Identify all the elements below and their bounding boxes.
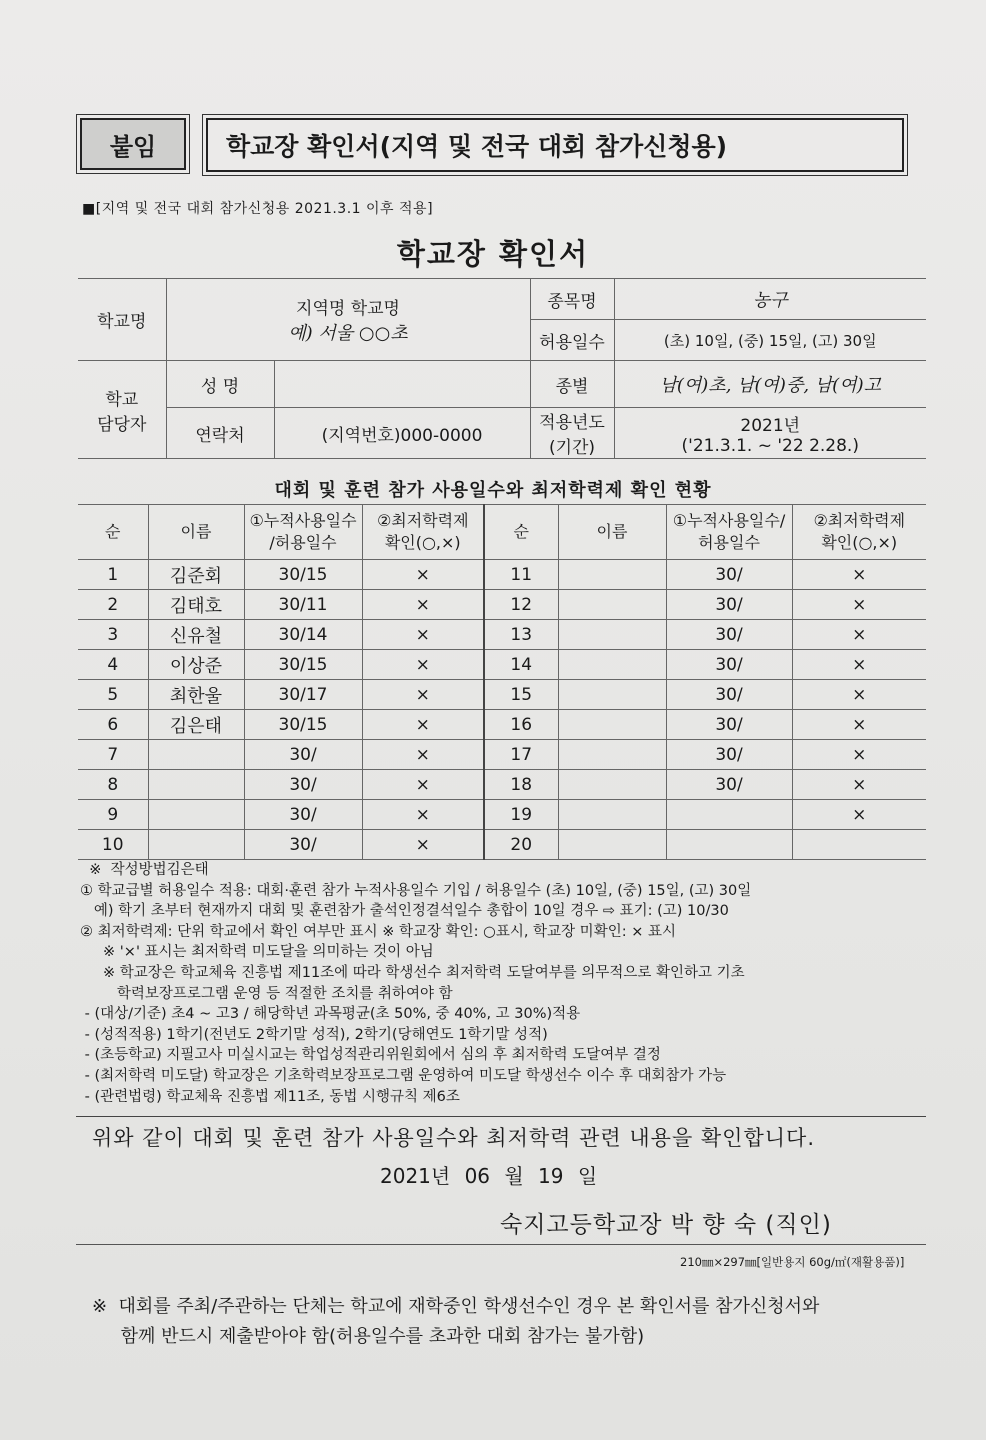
row-no: 7 [78,740,148,770]
row-check-right: × [792,620,926,650]
row-check-right: × [792,800,926,830]
row-name: 신유철 [148,620,244,650]
row-days-right: 30/ [666,620,792,650]
header-check-right [792,505,926,560]
roster-body [78,560,926,860]
row-days-right: 30/ [666,650,792,680]
paper-spec: 210㎜×297㎜[일반용지 60g/㎡(재활용품)] [680,1255,905,1269]
row-no-right: 16 [484,710,558,740]
header-check-line1: ②최저학력제 [376,511,469,531]
note-line: ② 최저학력제: 단위 학교에서 확인 여부만 표시 ※ 학교장 확인: ○표시, 학교장 미확인: × 표시 [80,923,676,940]
row-no: 5 [78,680,148,710]
table-row [78,650,926,680]
school-value-line1: 지역명 학교명 [296,299,400,319]
row-no: 1 [78,560,148,590]
note-line: ※ 작성방법김은태 [80,862,209,878]
header-name-right: 이름 [558,505,666,560]
header-days-right-line2: 허용일수 [698,533,760,552]
divider [76,1116,926,1117]
row-days: 30/ [244,770,362,800]
manager-name-value [274,361,530,408]
row-name: 최한울 [148,680,244,710]
table-row [78,800,926,830]
row-name: 김은태 [148,710,244,740]
note-line: ※ 학교장은 학교체육 진흥법 제11조에 따라 학생선수 최저학력 도달여부를 의무적으로 확인하고 기초 [80,964,745,981]
row-check: × [362,620,484,650]
note-line: - (관련법령) 학교체육 진흥법 제11조, 동법 시행규칙 제6조 [80,1088,460,1105]
row-no: 2 [78,590,148,620]
contact-value: (지역번호)000-0000 [274,408,530,459]
manager-label-line2: 담당자 [97,414,147,435]
row-check: × [362,710,484,740]
submission-note [92,1292,932,1352]
row-name [148,830,244,860]
event-value: 농구 [614,279,926,320]
bottom-divider [76,1244,926,1245]
year-value-line1: 2021년 [740,415,801,436]
row-days-right [666,800,792,830]
row-check-right: × [792,680,926,710]
header-title: 학교장 확인서(지역 및 전국 대회 참가신청용) [206,118,904,172]
header-check-line2: 확인(○,×) [384,533,461,552]
row-no: 9 [78,800,148,830]
row-days: 30/ [244,830,362,860]
writing-instructions [80,860,940,1107]
row-name: 이상준 [148,650,244,680]
header-days-right [666,505,792,560]
row-no-right: 14 [484,650,558,680]
applicability-note: ■[지역 및 전국 대회 참가신청용 2021.3.1 이후 적용] [82,201,434,217]
row-no: 6 [78,710,148,740]
row-no-right: 12 [484,590,558,620]
row-no: 4 [78,650,148,680]
row-check-right: × [792,650,926,680]
row-days-right: 30/ [666,770,792,800]
row-name-right [558,590,666,620]
row-name-right [558,560,666,590]
year-label [530,408,614,459]
header-name: 이름 [148,505,244,560]
header-check [362,505,484,560]
row-days: 30/ [244,740,362,770]
manager-label-line1: 학교 [105,389,139,410]
header-days-line2: /허용일수 [269,533,337,552]
row-days: 30/11 [244,590,362,620]
row-name: 김준회 [148,560,244,590]
signature-date: 2021년 06 월 19 일 [380,1164,598,1188]
row-name [148,740,244,770]
table-row [78,560,926,590]
document-title: 학교장 확인서 [396,237,590,271]
table-row [78,830,926,860]
contact-label: 연락처 [166,408,274,459]
note-line: ① 학교급별 허용일수 적용: 대회·훈련 참가 누적사용일수 기입 / 허용일수 (초) 10일, (중) 15일, (고) 30일 [80,882,752,899]
row-check: × [362,740,484,770]
row-check-right [792,830,926,860]
row-days-right: 30/ [666,680,792,710]
row-no: 3 [78,620,148,650]
confirmation-statement: 위와 같이 대회 및 훈련 참가 사용일수와 최저학력 관련 내용을 확인합니다. [92,1126,816,1150]
row-no-right: 19 [484,800,558,830]
row-check: × [362,560,484,590]
header-days-line1: ①누적사용일수 [249,511,357,531]
row-name [148,800,244,830]
submission-note-line1: ※ 대회를 주최/주관하는 단체는 학교에 재학중인 학생선수인 경우 본 확인서를 참가신청서와 [92,1296,820,1317]
year-label-line1: 적용년도 [539,413,605,433]
school-label: 학교명 [78,279,166,361]
header-check-right-line2: 확인(○,×) [821,533,898,552]
header-check-right-line1: ②최저학력제 [813,511,906,531]
row-days: 30/15 [244,650,362,680]
row-check-right: × [792,560,926,590]
note-line: 예) 학기 초부터 현재까지 대회 및 훈련참가 출석인정결석일수 총합이 10일 경우 ⇨ 표기: (고) 10/30 [80,903,729,920]
header-days [244,505,362,560]
table-row [78,590,926,620]
note-line: - (대상/기준) 초4 ~ 고3 / 해당학년 과목평균(초 50%, 중 40%, 고 30%)적용 [80,1006,581,1023]
row-check-right: × [792,740,926,770]
row-check: × [362,770,484,800]
row-days: 30/15 [244,560,362,590]
row-no-right: 11 [484,560,558,590]
school-value [166,279,530,361]
row-days: 30/17 [244,680,362,710]
row-name [148,770,244,800]
row-no-right: 17 [484,740,558,770]
note-line: ※ '×' 표시는 최저학력 미도달을 의미하는 것이 아님 [80,944,434,961]
row-name-right [558,770,666,800]
year-label-line2: (기간) [548,438,596,458]
event-label: 종목명 [530,279,614,320]
note-line: 학력보장프로그램 운영 등 적절한 조치를 취하여야 함 [80,985,453,1002]
year-value-line2: ('21.3.1. ~ '22 2.28.) [681,435,859,456]
row-check-right: × [792,710,926,740]
row-name-right [558,800,666,830]
row-check-right: × [792,770,926,800]
row-name-right [558,740,666,770]
gender-label: 종별 [530,361,614,408]
submission-note-line2: 함께 반드시 제출받아야 함(허용일수를 초과한 대회 참가는 불가함) [92,1326,645,1347]
note-line: - (초등학교) 지필고사 미실시교는 학업성적관리위원회에서 심의 후 최저학력 도달여부 결정 [80,1047,661,1064]
header-no-right: 순 [484,505,558,560]
gender-value: 남(여)초, 남(여)중, 남(여)고 [614,361,926,408]
row-days-right: 30/ [666,560,792,590]
roster-title: 대회 및 훈련 참가 사용일수와 최저학력제 확인 현황 [274,480,712,501]
row-no: 10 [78,830,148,860]
note-line: - (최저학력 미도달) 학교장은 기초학력보장프로그램 운영하여 미도달 학생선수 이수 후 대회참가 가능 [80,1067,727,1084]
row-days-right [666,830,792,860]
allowed-days-value: (초) 10일, (중) 15일, (고) 30일 [614,320,926,361]
table-row [78,770,926,800]
row-check: × [362,650,484,680]
info-table [78,278,926,459]
row-days: 30/ [244,800,362,830]
table-row [78,620,926,650]
row-check: × [362,590,484,620]
allowed-days-label: 허용일수 [530,320,614,361]
row-days-right: 30/ [666,710,792,740]
row-days-right: 30/ [666,740,792,770]
manager-name-label: 성 명 [166,361,274,408]
table-row [78,680,926,710]
principal-signature: 숙지고등학교장 박 향 숙 (직인) [500,1212,832,1238]
row-check: × [362,830,484,860]
row-no-right: 18 [484,770,558,800]
table-row [78,710,926,740]
row-days-right: 30/ [666,590,792,620]
row-days: 30/14 [244,620,362,650]
roster-table [78,504,926,860]
row-no: 8 [78,770,148,800]
header-days-right-line1: ①누적사용일수/ [672,511,786,531]
row-name-right [558,830,666,860]
row-check: × [362,680,484,710]
year-value [614,408,926,459]
row-no-right: 15 [484,680,558,710]
row-no-right: 13 [484,620,558,650]
row-name-right [558,650,666,680]
attachment-tag: 붙임 [80,118,186,170]
row-name-right [558,620,666,650]
row-name: 김태호 [148,590,244,620]
row-days: 30/15 [244,710,362,740]
row-no-right: 20 [484,830,558,860]
header-no: 순 [78,505,148,560]
table-row [78,740,926,770]
school-value-line2: 예) 서울 ○○초 [288,323,408,344]
row-name-right [558,710,666,740]
row-check: × [362,800,484,830]
note-line: - (성적적용) 1학기(전년도 2학기말 성적), 2학기(당해연도 1학기말 성적) [80,1026,548,1043]
row-check-right: × [792,590,926,620]
row-name-right [558,680,666,710]
manager-label [78,361,166,459]
